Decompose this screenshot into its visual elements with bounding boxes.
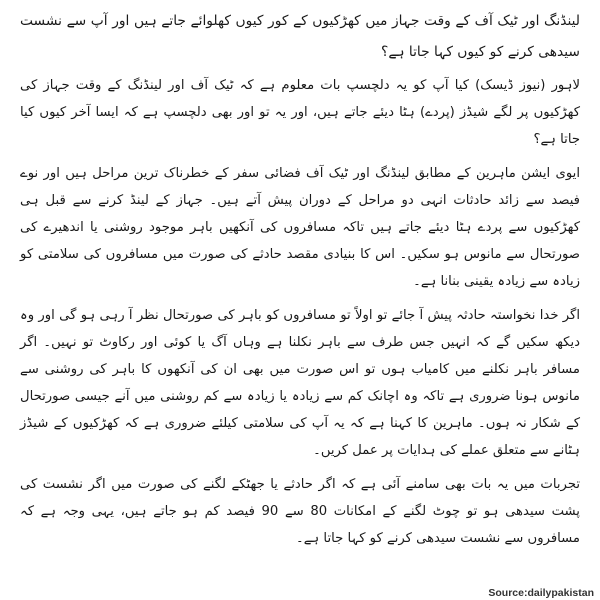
article-paragraph-2: ایوی ایشن ماہرین کے مطابق لینڈنگ اور ٹیک آف فضائی سفر کے خطرناک ترین مراحل ہیں اور نوے فیصد سے زائد حادثات انہی دو مراحل کے دوران پیش آتے ہیں۔ جہاز کے لینڈ کرنے سے قبل ہی کھڑکیوں سے پردے ہٹا دیئے جاتے ہیں تاکہ مسافروں کی آنکھیں باہر موجود روشنی یا اندھیرے کی صورتحال سے مانوس ہو سکیں۔ اس کا بنیادی مقصد حادثے کی صورت میں مسافروں کی سلامتی کو زیادہ سے زیادہ یقینی بنانا ہے۔ [20,166,580,289]
article-paragraph-1: لاہور (نیوز ڈیسک) کیا آپ کو یہ دلچسپ بات معلوم ہے کہ ٹیک آف اور لینڈنگ کے وقت جہاز کی کھڑکیوں پر لگے شیڈز (پردے) ہٹا دیئے جاتے ہیں، اور یہ تو اور بھی دلچسپ ہے کہ ایسا آخر کیوں کیا جاتا ہے؟ [20,78,580,147]
article-paragraph-3: اگر خدا نخواستہ حادثہ پیش آ جائے تو اولاً تو مسافروں کو باہر کی صورتحال نظر آ رہی ہو گی اور وہ دیکھ سکیں گے کہ انہیں جس طرف سے باہر نکلنا ہے وہاں آگ یا کوئی اور رکاوٹ تو نہیں۔ اگر مسافر باہر نکلنے میں کامیاب ہوں تو اس صورت میں بھی ان کی آنکھوں کا باہر کی روشنی سے مانوس ہونا ضروری ہے تاکہ وہ اچانک کم سے زیادہ یا زیادہ سے کم روشنی میں آنے جیسی صورتحال کے شکار نہ ہوں۔ ماہرین کا کہنا ہے کہ یہ آپ کی سلامتی کیلئے ضروری ہے کہ کھڑکیوں کے شیڈز ہٹانے سے متعلق عملے کی ہدایات پر عمل کریں۔ [20,308,580,458]
article-paragraph-4: تجربات میں یہ بات بھی سامنے آئی ہے کہ اگر حادثے یا جھٹکے لگنے کی صورت میں اگر نشست کی پشت سیدھی ہو تو چوٹ لگنے کے امکانات 80 سے 90 فیصد کم ہو جاتے ہیں، یہی وجہ ہے کہ مسافروں سے نشست سیدھی کرنے کو کہا جاتا ہے۔ [20,477,580,546]
source-credit: Source:dailypakistan [488,587,594,599]
article-title: لینڈنگ اور ٹیک آف کے وقت جہاز میں کھڑکیوں کے کور کیوں کھلوائے جاتے ہیں اور آپ سے نشست سیدھی کرنے کو کیوں کہا جاتا ہے؟ [20,13,580,60]
